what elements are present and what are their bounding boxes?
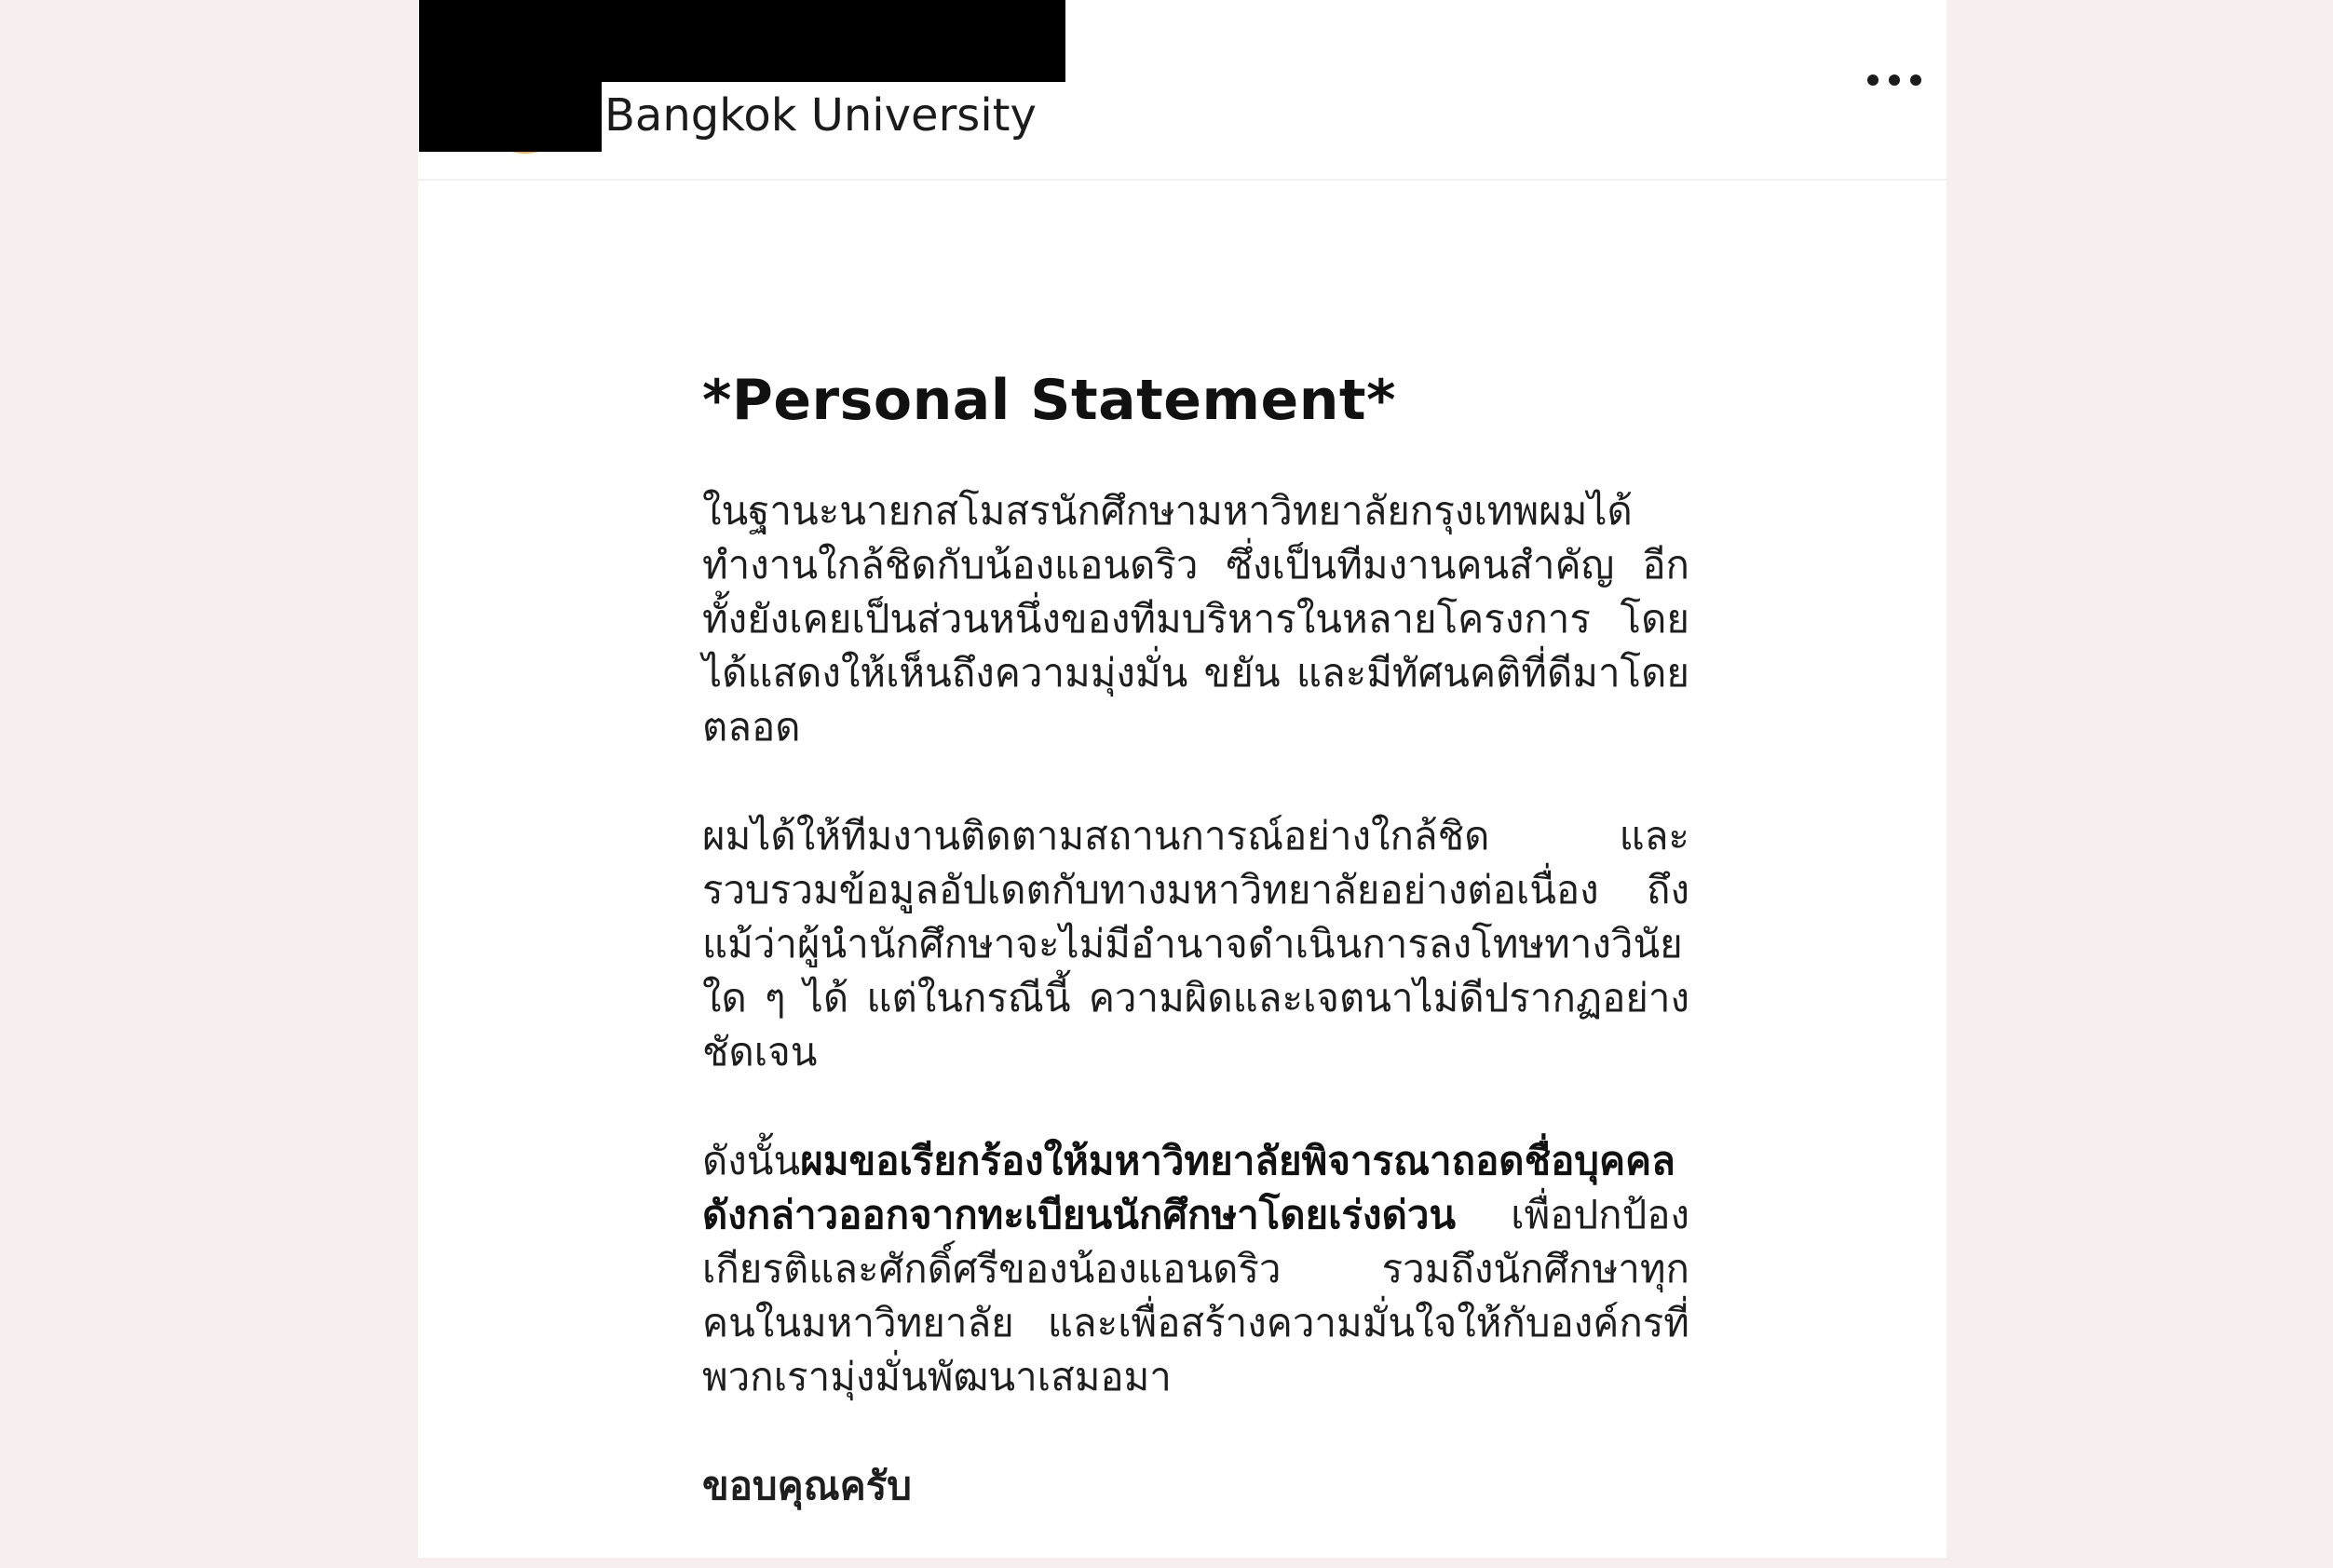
- statement-paragraph-1: ในฐานะนายกสโมสรนักศึกษามหาวิทยาลัยกรุงเทพผมได้ทำงานใกล้ชิดกับน้องแอนดริว ซึ่งเป็นทีมงานคนสำคัญ อีกทั้งยังเคยเป็นส่วนหนึ่งของทีมบริหารในหลายโครงการ โดยได้แสดงให้เห็นถึงความมุ่งมั่น ขยัน และมีทัศนคติที่ดีมาโดยตลอด: [702, 488, 1689, 750]
- post-card: [418, 0, 1946, 1558]
- statement-paragraph-2: ผมได้ให้ทีมงานติดตามสถานการณ์อย่างใกล้ชิด และรวบรวมข้อมูลอัปเดตกับทางมหาวิทยาลัยอย่างต่อเนื่อง ถึงแม้ว่าผู้นำนักศึกษาจะไม่มีอำนาจดำเนินการลงโทษทางวินัยใด ๆ ได้ แต่ในกรณีนี้ ความผิดและเจตนาไม่ดีปรากฏอย่างชัดเจน: [702, 813, 1689, 1075]
- paragraph-3-demand: ผมขอเรียกร้องให้มหาวิทยาลัยพิจารณาถอดชื่อบุคคลดังกล่าวออกจากทะเบียนนักศึกษาโดยเร่งด่วน: [702, 1138, 1675, 1237]
- statement-title: *Personal Statement*: [702, 368, 1396, 433]
- statement-image: [702, 363, 1689, 1568]
- statement-closing: ขอบคุณครับ: [702, 1463, 912, 1508]
- redaction-box: [602, 0, 1065, 82]
- statement-paragraph-3: [702, 1134, 1689, 1404]
- location-label[interactable]: Bangkok University: [604, 89, 1037, 142]
- paragraph-3-lead: ดังนั้น: [702, 1138, 801, 1183]
- post-header: [418, 0, 1946, 181]
- paragraph-3-rest: เพื่อปกป้องเกียรติและศักดิ์ศรีของน้องแอนดริว รวมถึงนักศึกษาทุกคนในมหาวิทยาลัย และเพื่อสร้างความมั่นใจให้กับองค์กรที่พวกเรามุ่งมั่นพัฒนาเสมอมา: [702, 1192, 1689, 1399]
- redaction-box: [419, 0, 602, 152]
- more-horizontal-icon[interactable]: [1852, 61, 1936, 99]
